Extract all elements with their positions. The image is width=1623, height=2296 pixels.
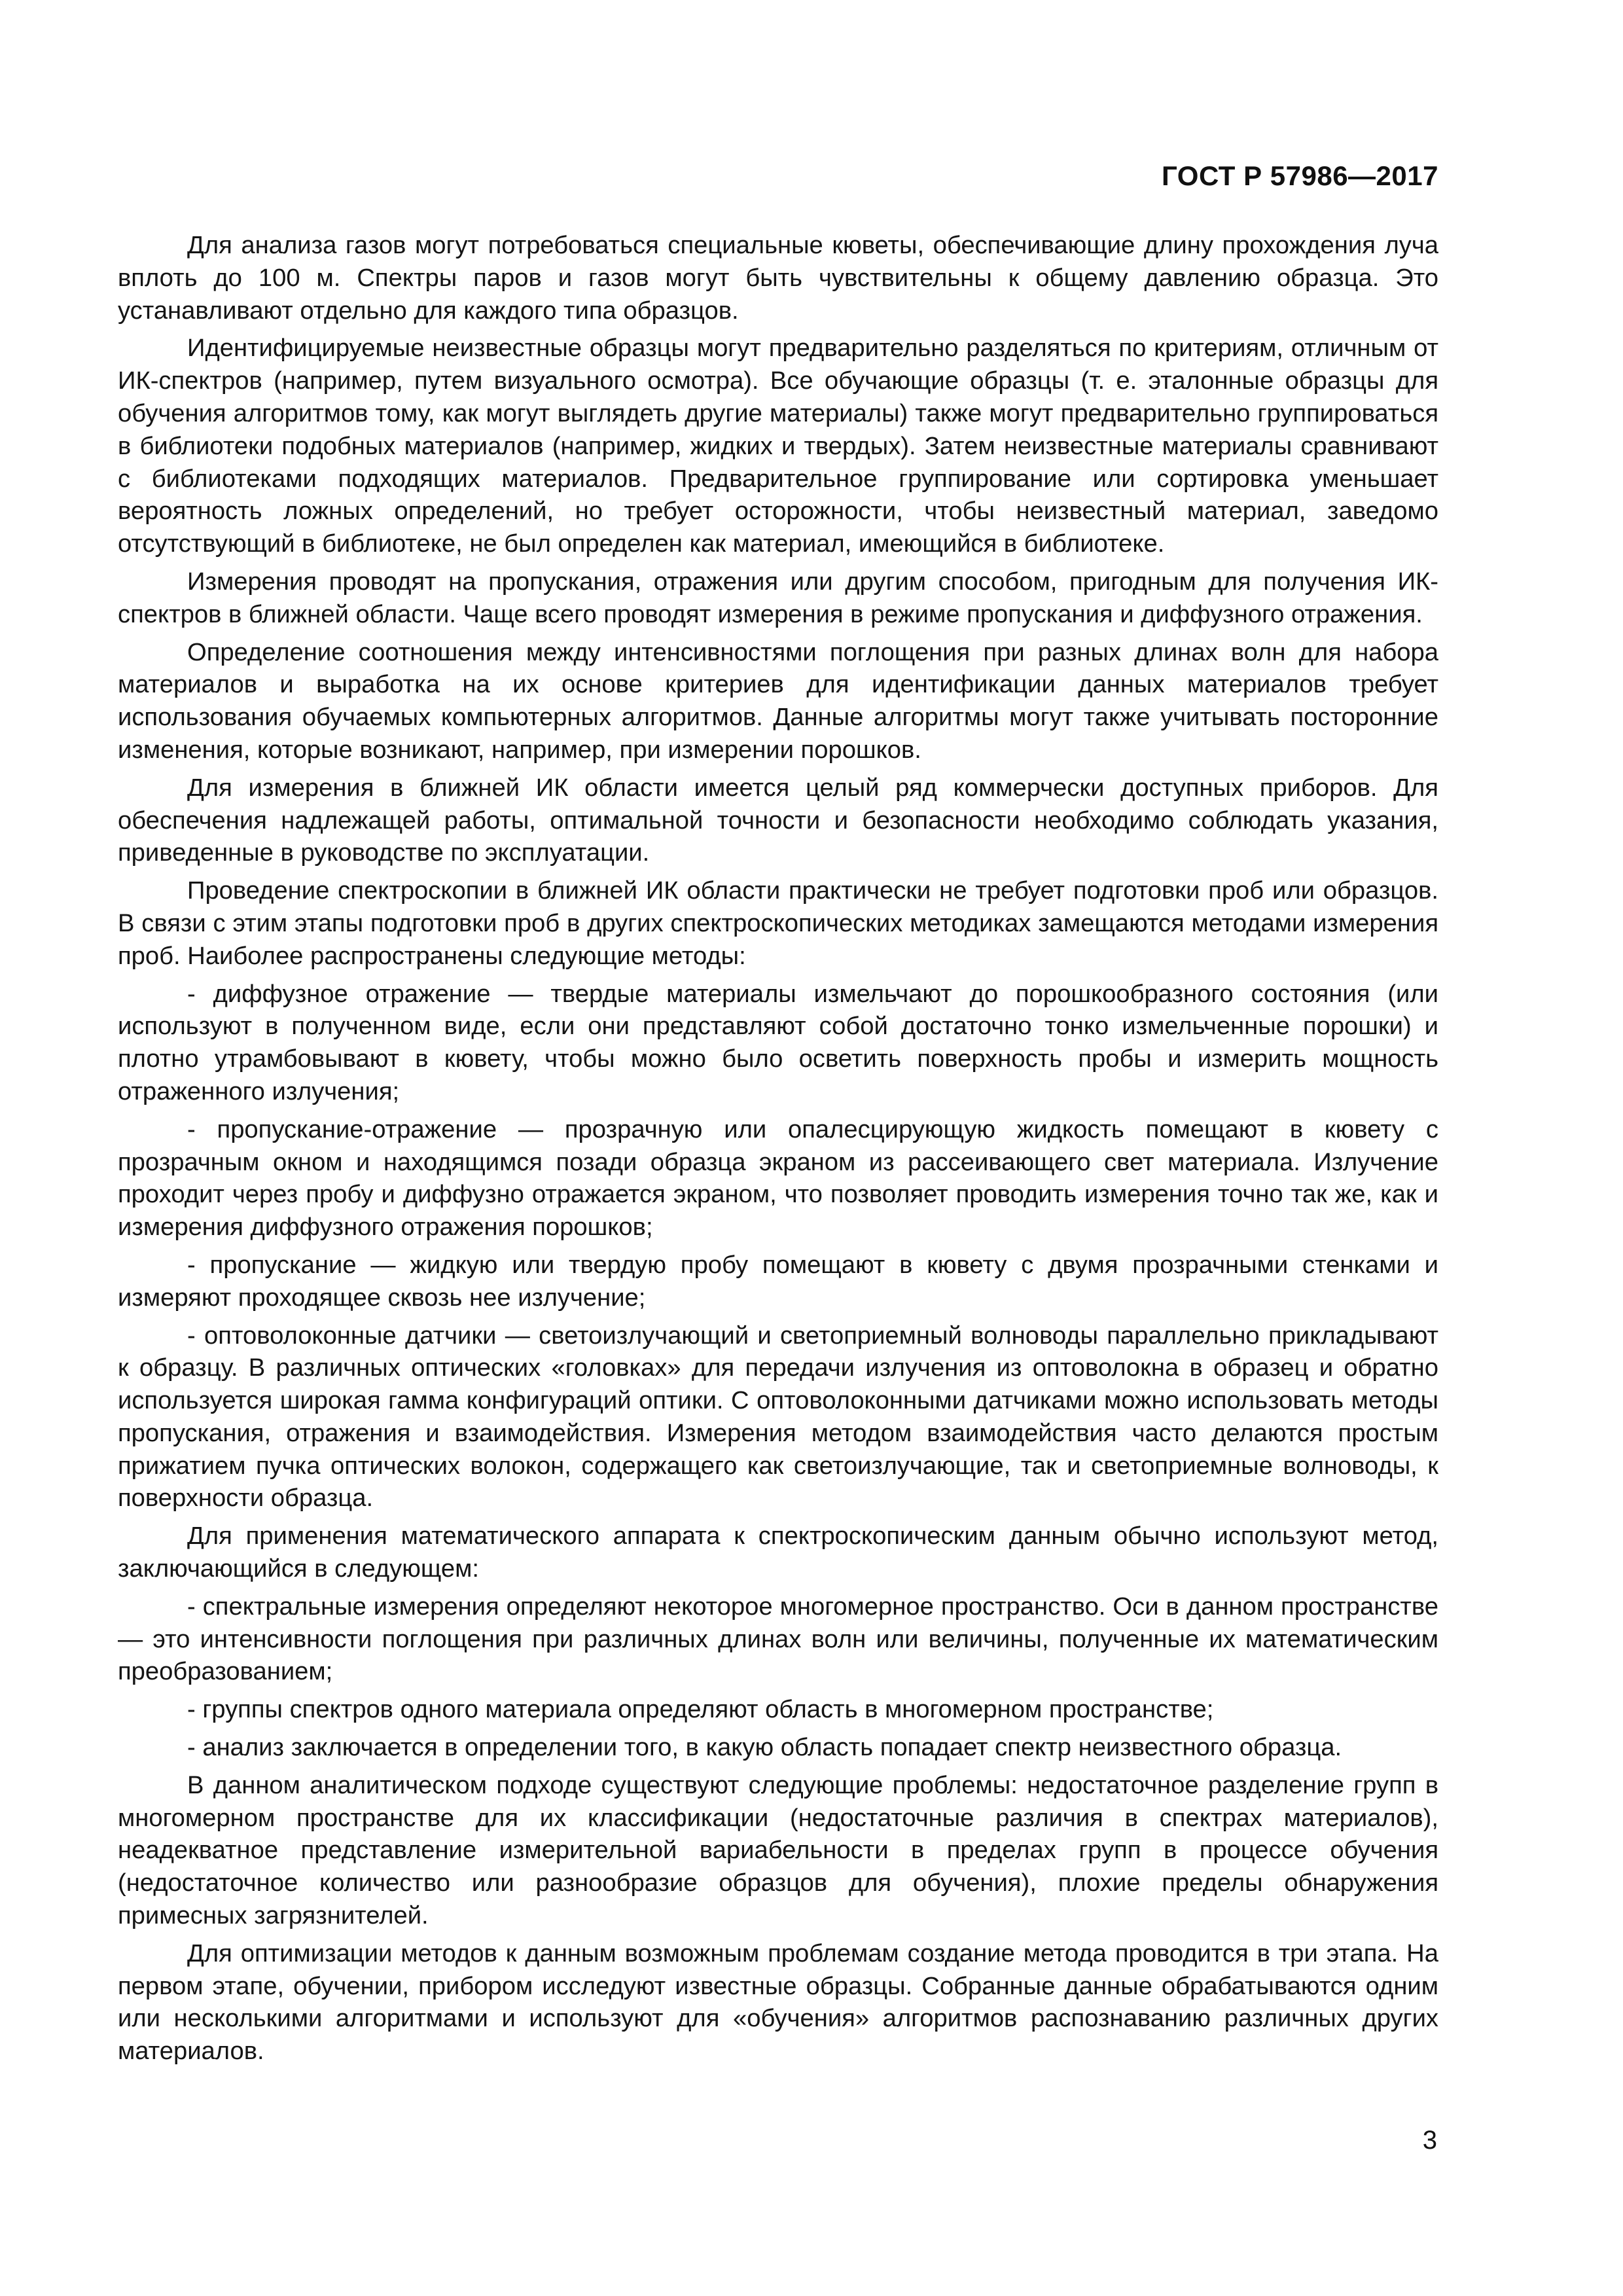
body-paragraph: Определение соотношения между интенсивностями поглощения при разных длинах волн для набора материалов и выработка на их основе критериев для идентификации данных материалов требует использования обучаемых компьютерных алгоритмов. Данные алгоритмы могут также учитывать посторонние изменения, которые возникают, например, при измерении порошков. xyxy=(118,637,1438,764)
body-paragraph: Для оптимизации методов к данным возможным проблемам создание метода проводится в три этапа. На первом этапе, обучении, прибором исследуют известные образцы. Собранные данные обрабатываются одним или несколькими алгоритмами и используют для «обучения» алгоритмов распознаванию различных других материалов. xyxy=(118,1939,1438,2066)
list-item-paragraph: - анализ заключается в определении того, в какую область попадает спектр неизвестного образца. xyxy=(187,1733,1342,1762)
list-item-paragraph: - группы спектров одного материала определяют область в многомерном пространстве; xyxy=(187,1695,1214,1724)
body-paragraph: Для измерения в ближней ИК области имеется целый ряд коммерчески доступных приборов. Для обеспечения надлежащей работы, оптимальной точности и безопасности необходимо соблюдать указания, приведенные в руководстве по эксплуатации. xyxy=(118,773,1438,867)
document-body xyxy=(118,229,1438,2073)
body-paragraph: Идентифицируемые неизвестные образцы могут предварительно разделяться по критериям, отличным от ИК-спектров (например, путем визуального осмотра). Все обучающие образцы (т. е. эталонные образцы для обучения алгоритмов тому, как могут выглядеть другие материалы) также могут предварительно группироваться в библиотеки подобных материалов (например, жидких и твердых). Затем неизвестные материалы сравнивают с библиотеками подходящих материалов. Предварительное группирование или сортировка уменьшает вероятность ложных определений, но требует осторожности, чтобы неизвестный материал, заведомо отсутствующий в библиотеке, не был определен как материал, имеющийся в библиотеке. xyxy=(118,334,1438,558)
body-paragraph: В данном аналитическом подходе существуют следующие проблемы: недостаточное разделение групп в многомерном пространстве для их классификации (недостаточные различия в спектрах материалов), неадекватное представление измерительной вариабельности в пределах групп в процессе обучения (недостаточное количество или разнообразие образцов для обучения), плохие пределы обнаружения примесных загрязнителей. xyxy=(118,1770,1438,1930)
page-number: 3 xyxy=(1422,2126,1437,2155)
document-header-id: ГОСТ Р 57986—2017 xyxy=(1162,160,1438,191)
list-item-paragraph: - диффузное отражение — твердые материалы измельчают до порошкообразного состояния (или используют в полученном виде, если они представляют собой достаточно тонко измельченные порошки) и плотно утрамбовывают в кювету, чтобы можно было осветить поверхность пробы и измерить мощность отраженного излучения; xyxy=(118,979,1438,1105)
body-paragraph: Измерения проводят на пропускания, отражения или другим способом, пригодным для получения ИК-спектров в ближней области. Чаще всего проводят измерения в режиме пропускания и диффузного отражения. xyxy=(118,567,1438,628)
list-item-paragraph: - пропускание-отражение — прозрачную или опалесцирующую жидкость помещают в кювету с прозрачным окном и находящимся позади образца экраном из рассеивающего свет материала. Излучение проходит через пробу и диффузно отражается экраном, что позволяет проводить измерения точно так же, как и измерения диффузного отражения порошков; xyxy=(118,1115,1438,1242)
list-item-paragraph: - спектральные измерения определяют некоторое многомерное пространство. Оси в данном пространстве — это интенсивности поглощения при различных длинах волн или величины, полученные их математическим преобразованием; xyxy=(118,1592,1438,1686)
body-paragraph: Проведение спектроскопии в ближней ИК области практически не требует подготовки проб или образцов. В связи с этим этапы подготовки проб в других спектроскопических методиках замещаются методами измерения проб. Наиболее распространены следующие методы: xyxy=(118,876,1438,970)
body-paragraph: Для анализа газов могут потребоваться специальные кюветы, обеспечивающие длину прохождения луча вплоть до 100 м. Спектры паров и газов могут быть чувствительны к общему давлению образца. Это устанавливают отдельно для каждого типа образцов. xyxy=(118,231,1438,325)
list-item-paragraph: - пропускание — жидкую или твердую пробу помещают в кювету с двумя прозрачными стенками и измеряют проходящее сквозь нее излучение; xyxy=(118,1250,1438,1312)
body-paragraph: Для применения математического аппарата к спектроскопическим данным обычно используют метод, заключающийся в следующем: xyxy=(118,1522,1438,1583)
list-item-paragraph: - оптоволоконные датчики — светоизлучающий и светоприемный волноводы параллельно прикладывают к образцу. В различных оптических «головках» для передачи излучения из оптоволокна в образец и обратно используется широкая гамма конфигураций оптики. С оптоволоконными датчиками можно использовать методы пропускания, отражения и взаимодействия. Измерения методом взаимодействия часто делаются простым прижатием пучка оптических волокон, содержащего как светоизлучающие, так и светоприемные волноводы, к поверхности образца. xyxy=(118,1321,1438,1513)
